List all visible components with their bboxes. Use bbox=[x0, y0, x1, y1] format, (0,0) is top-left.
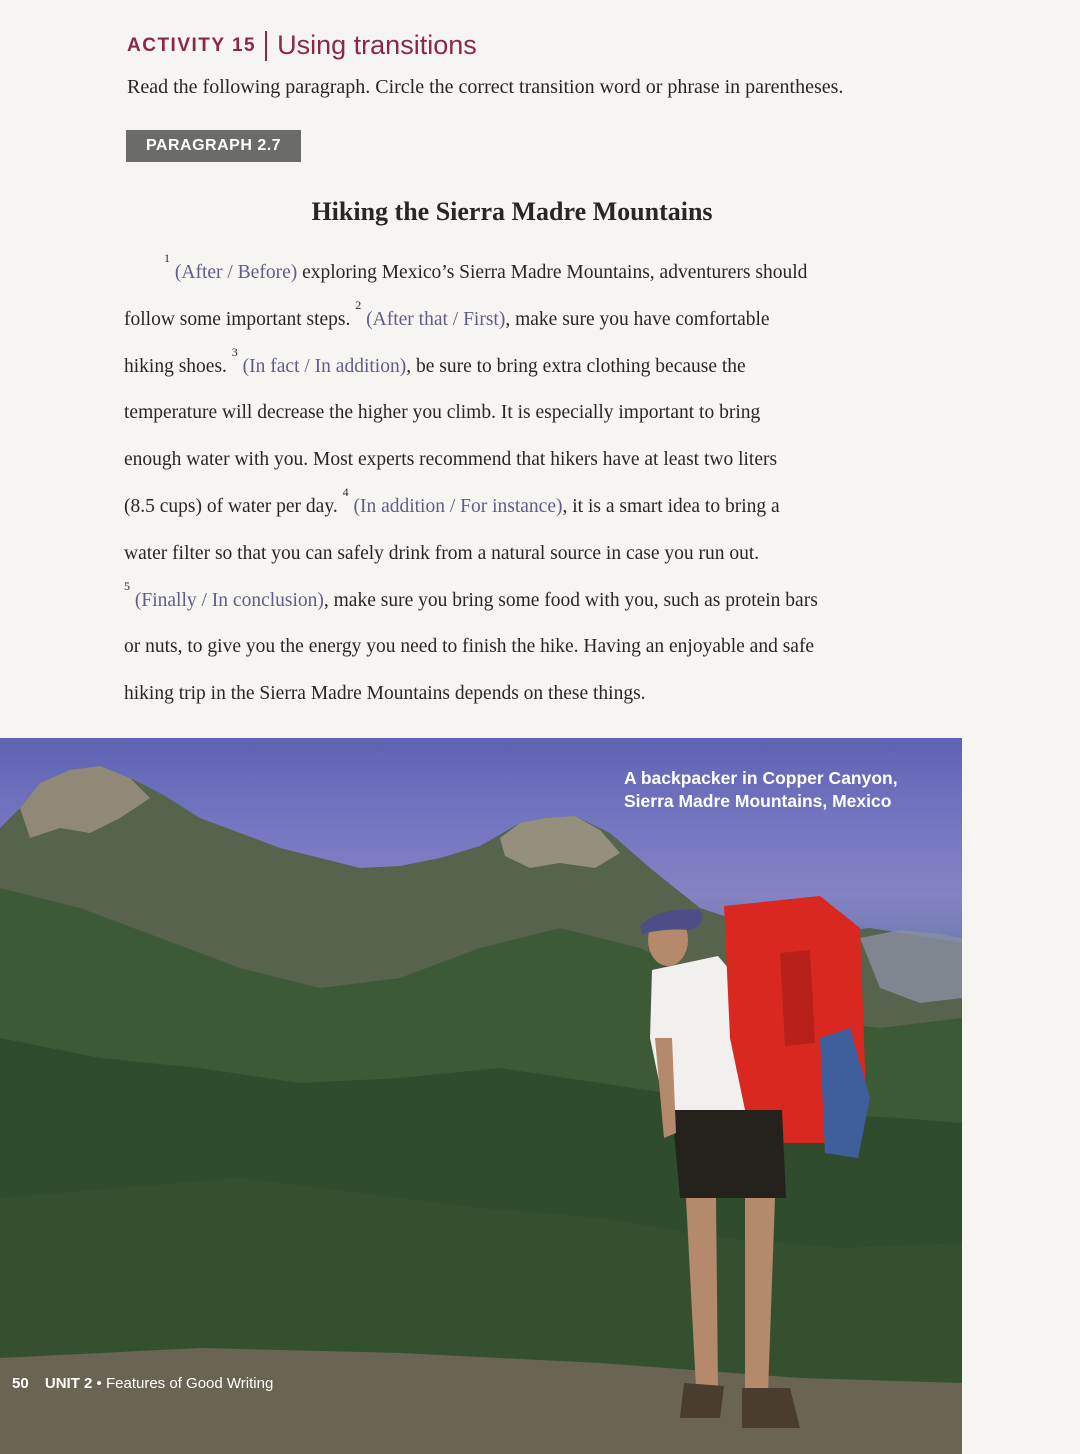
blank-number: 4 bbox=[342, 484, 349, 499]
footer-section: Features of Good Writing bbox=[105, 1375, 274, 1392]
paragraph-text: , make sure you bring some food with you, such as protein bars bbox=[323, 589, 818, 611]
paragraph-text: temperature will decrease the higher you climb. It is especially important to bring bbox=[124, 402, 761, 424]
paragraph-title: Hiking the Sierra Madre Mountains bbox=[311, 197, 713, 226]
paragraph-text: exploring Mexico’s Sierra Madre Mountains, adventurers should bbox=[297, 262, 808, 283]
photo-caption-line-2: Sierra Madre Mountains, Mexico bbox=[624, 791, 892, 811]
blank-number: 1 bbox=[164, 251, 170, 265]
activity-header bbox=[127, 30, 477, 61]
transition-options: (In fact / In addition) bbox=[242, 355, 407, 377]
transition-options: (Finally / In conclusion) bbox=[134, 589, 324, 611]
mountain-scene-illustration bbox=[0, 738, 962, 1454]
paragraph-line-5 bbox=[124, 442, 894, 489]
paragraph-line-2 bbox=[124, 297, 894, 349]
paragraph-line-8 bbox=[124, 578, 894, 630]
paragraph-text: enough water with you. Most experts recommend that hikers have at least two liters bbox=[124, 449, 778, 471]
paragraph-text: hiking trip in the Sierra Madre Mountains depends on these things. bbox=[124, 683, 646, 705]
paragraph-line-6 bbox=[124, 484, 894, 536]
paragraph-line-1 bbox=[124, 251, 894, 302]
paragraph-body bbox=[124, 251, 894, 723]
page-footer bbox=[12, 1375, 273, 1392]
paragraph-text: , it is a smart idea to bring a bbox=[562, 495, 780, 517]
blank-number: 3 bbox=[231, 344, 238, 359]
backpacker-photo bbox=[0, 738, 962, 1454]
activity-label: ACTIVITY 15 bbox=[127, 34, 257, 56]
blank-number: 2 bbox=[355, 297, 362, 312]
activity-instructions: Read the following paragraph. Circle the correct transition word or phrase in parentheses. bbox=[127, 76, 844, 98]
blank-number: 5 bbox=[124, 578, 130, 593]
paragraph-text: (8.5 cups) of water per day. bbox=[124, 495, 343, 517]
paragraph-text: hiking shoes. bbox=[124, 355, 232, 377]
paragraph-line-9 bbox=[124, 629, 894, 676]
transition-options: (After / Before) bbox=[174, 262, 298, 283]
paragraph-text: follow some important steps. bbox=[124, 308, 356, 330]
page-number: 50 bbox=[12, 1375, 29, 1392]
photo-caption bbox=[624, 767, 944, 813]
activity-divider bbox=[265, 31, 267, 61]
transition-options: (In addition / For instance) bbox=[353, 495, 563, 517]
paragraph-line-7 bbox=[124, 536, 894, 583]
footer-separator: • bbox=[96, 1375, 102, 1392]
activity-title: Using transitions bbox=[277, 30, 477, 60]
paragraph-text: water filter so that you can safely drink from a natural source in case you run out. bbox=[124, 542, 760, 564]
paragraph-badge: PARAGRAPH 2.7 bbox=[126, 130, 301, 162]
paragraph-text: , make sure you have comfortable bbox=[505, 308, 770, 330]
page-margin bbox=[962, 738, 1080, 1454]
paragraph-text: or nuts, to give you the energy you need to finish the hike. Having an enjoyable and safe bbox=[124, 636, 815, 658]
photo-caption-line-1: A backpacker in Copper Canyon, bbox=[624, 768, 898, 788]
paragraph-text: , be sure to bring extra clothing because the bbox=[406, 355, 746, 377]
paragraph-line-3 bbox=[124, 344, 894, 396]
footer-unit: UNIT 2 bbox=[44, 1375, 93, 1392]
transition-options: (After that / First) bbox=[366, 308, 506, 330]
paragraph-line-10 bbox=[124, 676, 894, 723]
paragraph-line-4 bbox=[124, 395, 894, 442]
